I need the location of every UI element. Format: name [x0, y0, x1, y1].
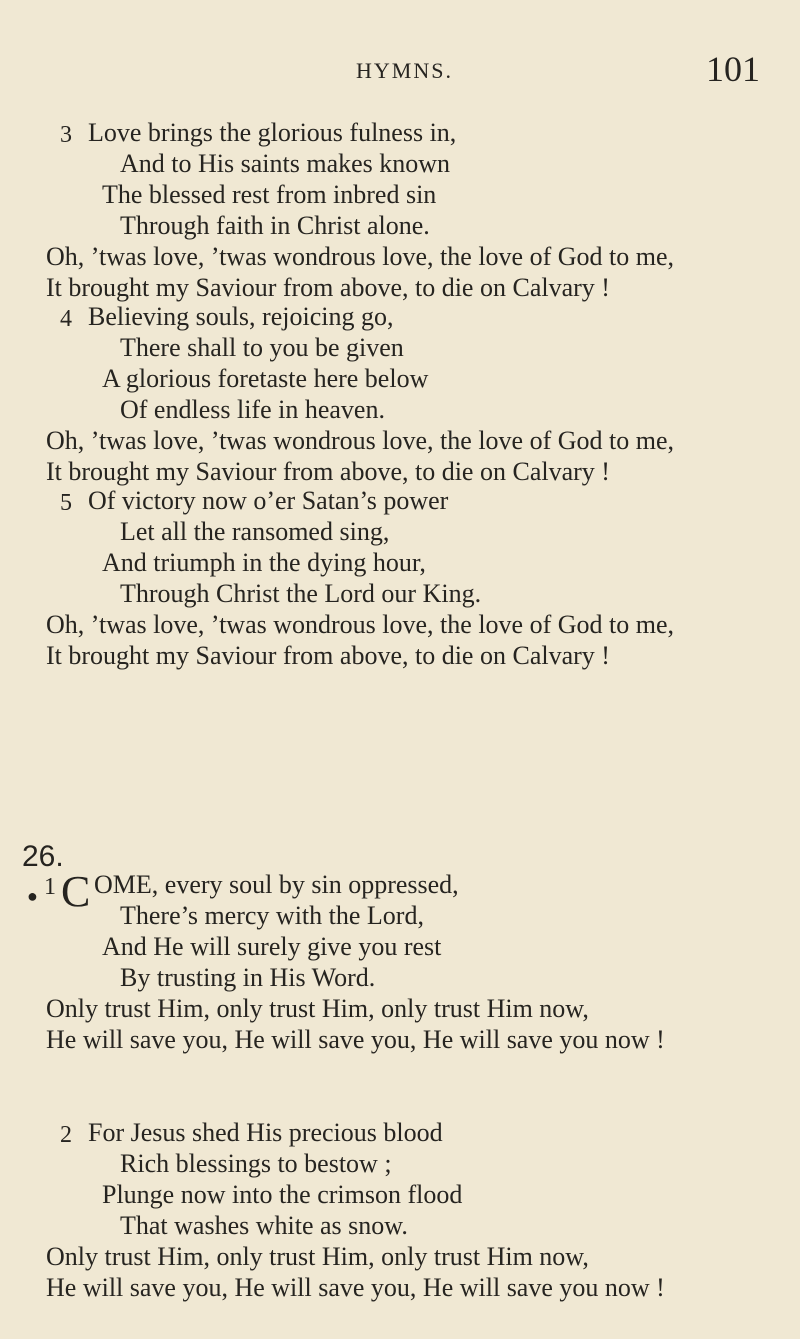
running-head [0, 48, 800, 94]
verse-line: Love brings the glorious fulness in, [88, 118, 457, 147]
verse-line: And He will surely give you rest [102, 932, 442, 961]
chorus-line: It brought my Saviour from above, to die on Calvary ! [46, 641, 610, 670]
chorus-line: He will save you, He will save you, He will save you now ! [46, 1273, 665, 1302]
verse-line: Rich blessings to bestow ; [120, 1149, 392, 1178]
page-number: 101 [706, 49, 760, 89]
verse-line: The blessed rest from inbred sin [102, 180, 437, 209]
verse-line: A glorious foretaste here below [102, 364, 429, 393]
chorus-line: He will save you, He will save you, He will save you now ! [46, 1025, 665, 1054]
chorus-line: Oh, ’twas love, ’twas wondrous love, the love of God to me, [46, 242, 674, 271]
verse-line: There shall to you be given [120, 333, 404, 362]
verse-line: For Jesus shed His precious blood [88, 1118, 443, 1147]
verse-line: And triumph in the dying hour, [102, 548, 426, 577]
verse-line: Plunge now into the crimson flood [102, 1180, 463, 1209]
chorus-line: Oh, ’twas love, ’twas wondrous love, the love of God to me, [46, 426, 674, 455]
running-title: HYMNS. [356, 58, 453, 83]
verse-line: Through faith in Christ alone. [120, 211, 430, 240]
verse-line: OME, every soul by sin oppressed, [94, 870, 459, 899]
chorus-line: It brought my Saviour from above, to die on Calvary ! [46, 457, 610, 486]
drop-cap: C [61, 867, 91, 916]
verse-line: There’s mercy with the Lord, [120, 901, 424, 930]
stanza-number: 5 [60, 490, 72, 516]
stanza-number: 1 [44, 874, 56, 900]
verse-line: That washes white as snow. [120, 1211, 408, 1240]
stanza-number: 4 [60, 306, 72, 332]
verse-line: Of victory now o’er Satan’s power [88, 486, 449, 515]
verse-line: And to His saints makes known [120, 149, 451, 178]
verse-line: Through Christ the Lord our King. [120, 579, 482, 608]
verse-line: By trusting in His Word. [120, 963, 376, 992]
margin-mark: ● [27, 886, 38, 906]
chorus-line: Only trust Him, only trust Him, only trust Him now, [46, 994, 589, 1023]
chorus-line: Oh, ’twas love, ’twas wondrous love, the love of God to me, [46, 610, 674, 639]
stanza-number: 3 [60, 122, 72, 148]
hymn-number: 26. [22, 840, 64, 873]
chorus-line: Only trust Him, only trust Him, only trust Him now, [46, 1242, 589, 1271]
chorus-line: It brought my Saviour from above, to die on Calvary ! [46, 273, 610, 302]
verse-line: Of endless life in heaven. [120, 395, 385, 424]
stanza-number: 2 [60, 1122, 72, 1148]
verse-line: Believing souls, rejoicing go, [88, 302, 394, 331]
verse-line: Let all the ransomed sing, [120, 517, 390, 546]
